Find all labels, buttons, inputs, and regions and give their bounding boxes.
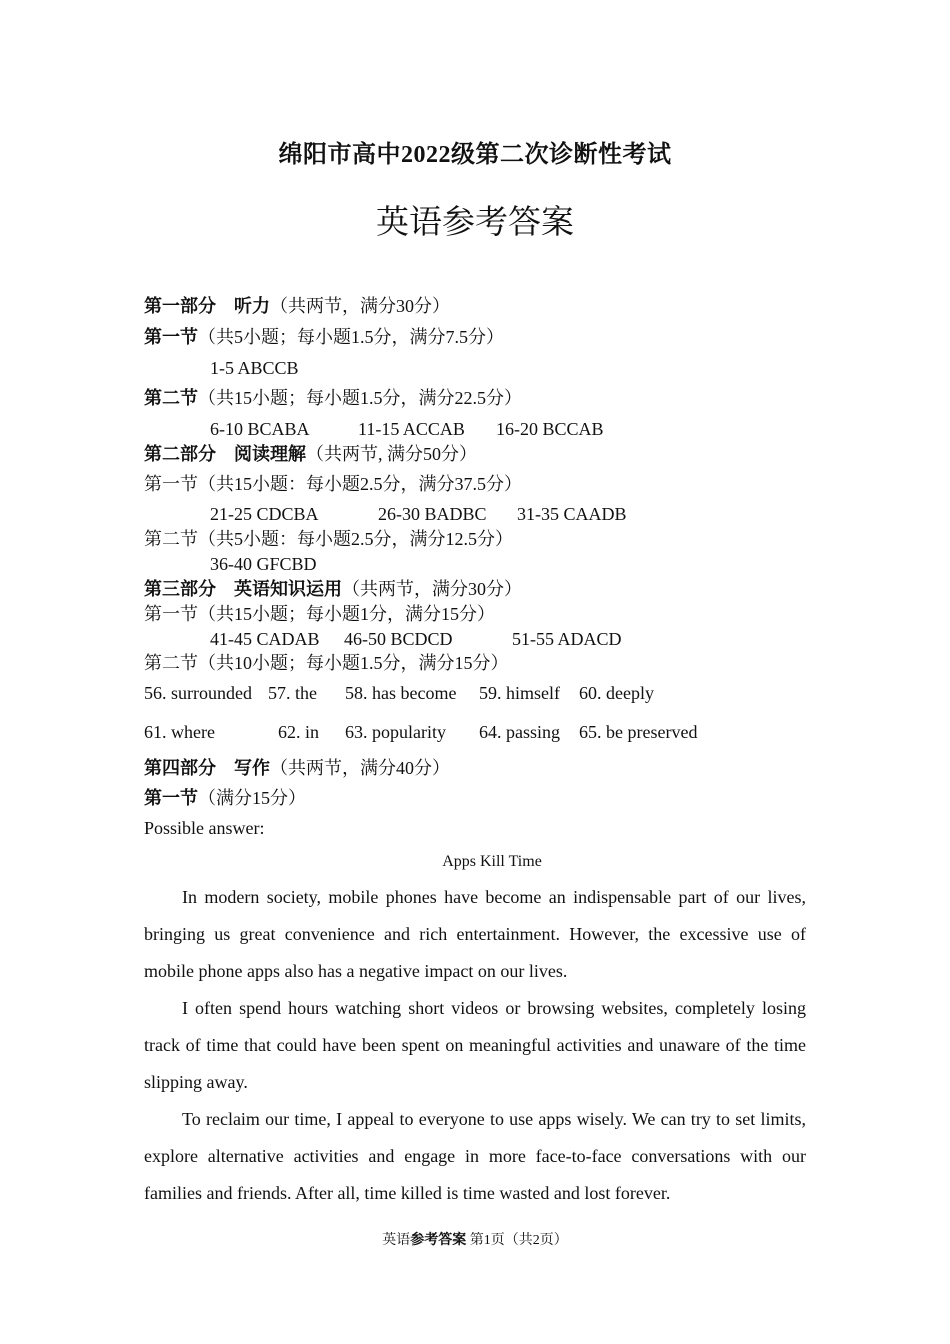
footer-subject: 英语 <box>382 1233 411 1248</box>
cloze-answer: 63. popularity <box>345 722 446 742</box>
page-footer <box>0 1229 950 1249</box>
answer-group: 36-40 GFCBD <box>210 554 317 574</box>
answer-group: 46-50 BCDCD <box>344 629 453 649</box>
answer-group: 16-20 BCCAB <box>496 419 604 439</box>
part1-label: 第一部分 听力 <box>144 296 270 316</box>
footer-doc-type: 参考答案 <box>410 1233 467 1248</box>
cloze-answer: 56. surrounded <box>144 683 252 703</box>
part1-heading <box>144 295 450 317</box>
cloze-answer: 65. be preserved <box>579 722 698 742</box>
cloze-answer: 59. himself <box>479 683 560 703</box>
answer-group: 41-45 CADAB <box>210 629 320 649</box>
cloze-answer: 58. has become <box>345 683 457 703</box>
part4-section1-note: （满分15分） <box>198 788 306 808</box>
part1-note: （共两节，满分30分） <box>270 296 450 316</box>
essay-title: Apps Kill Time <box>442 853 542 870</box>
part3-section2-heading: 第二节（共10小题；每小题1.5分，满分15分） <box>144 653 509 673</box>
part1-section2-label: 第二节 <box>144 388 198 408</box>
part4-section1-label: 第一节 <box>144 788 198 808</box>
answer-group: 1-5 ABCCB <box>210 358 299 378</box>
part3-heading <box>144 578 522 600</box>
part4-label: 第四部分 写作 <box>144 758 270 778</box>
part4-heading <box>144 757 450 779</box>
answer-group: 26-30 BADBC <box>378 504 487 524</box>
part1-section1-note: （共5小题；每小题1.5分，满分7.5分） <box>198 327 504 347</box>
part2-note: （共两节, 满分50分） <box>306 444 477 464</box>
part3-note: （共两节，满分30分） <box>342 579 522 599</box>
cloze-answer: 62. in <box>278 722 320 742</box>
footer-page-number: 第1页（共2页） <box>469 1233 568 1248</box>
possible-answer-label: Possible answer: <box>144 818 265 838</box>
part4-note: （共两节，满分40分） <box>270 758 450 778</box>
part2-label: 第二部分 阅读理解 <box>144 444 306 464</box>
part1-section1-label: 第一节 <box>144 327 198 347</box>
document-subtitle: 英语参考答案 <box>376 205 574 241</box>
essay-paragraph: I often spend hours watching short videos or browsing websites, completely losing track of time that could have been spent on meaningful activities and unaware of the time slipping away. <box>144 998 806 1092</box>
essay-paragraph: To reclaim our time, I appeal to everyone to use apps wisely. We can try to set limits, explore alternative activities and engage in more face-to-face conversations with our families and friends. After all, time killed is time wasted and lost forever. <box>144 1109 806 1203</box>
cloze-answer: 57. the <box>268 683 317 703</box>
answer-group: 51-55 ADACD <box>512 629 622 649</box>
answer-group: 11-15 ACCAB <box>358 419 465 439</box>
part3-section1-heading: 第一节（共15小题；每小题1分，满分15分） <box>144 604 495 624</box>
essay-paragraph: In modern society, mobile phones have become an indispensable part of our lives, bringing us great convenience and rich entertainment. However, the excessive use of mobile phone apps also has a negative impact on our lives. <box>144 887 806 981</box>
answer-group: 21-25 CDCBA <box>210 504 319 524</box>
part1-section1-heading <box>144 326 504 348</box>
cloze-answer: 61. where <box>144 722 215 742</box>
part1-section2-heading <box>144 387 522 409</box>
part2-heading <box>144 443 477 465</box>
part2-section1-heading: 第一节（共15小题：每小题2.5分，满分37.5分） <box>144 474 522 494</box>
cloze-answer: 64. passing <box>479 722 560 742</box>
part2-section2-heading: 第二节（共5小题：每小题2.5分，满分12.5分） <box>144 529 513 549</box>
part3-label: 第三部分 英语知识运用 <box>144 579 342 599</box>
part1-section2-note: （共15小题；每小题1.5分，满分22.5分） <box>198 388 522 408</box>
document-title: 绵阳市高中2022级第二次诊断性考试 <box>278 142 672 168</box>
answer-group: 31-35 CAADB <box>517 504 627 524</box>
answer-group: 6-10 BCABA <box>210 419 310 439</box>
cloze-answer: 60. deeply <box>579 683 654 703</box>
part4-section1-heading <box>144 787 306 809</box>
